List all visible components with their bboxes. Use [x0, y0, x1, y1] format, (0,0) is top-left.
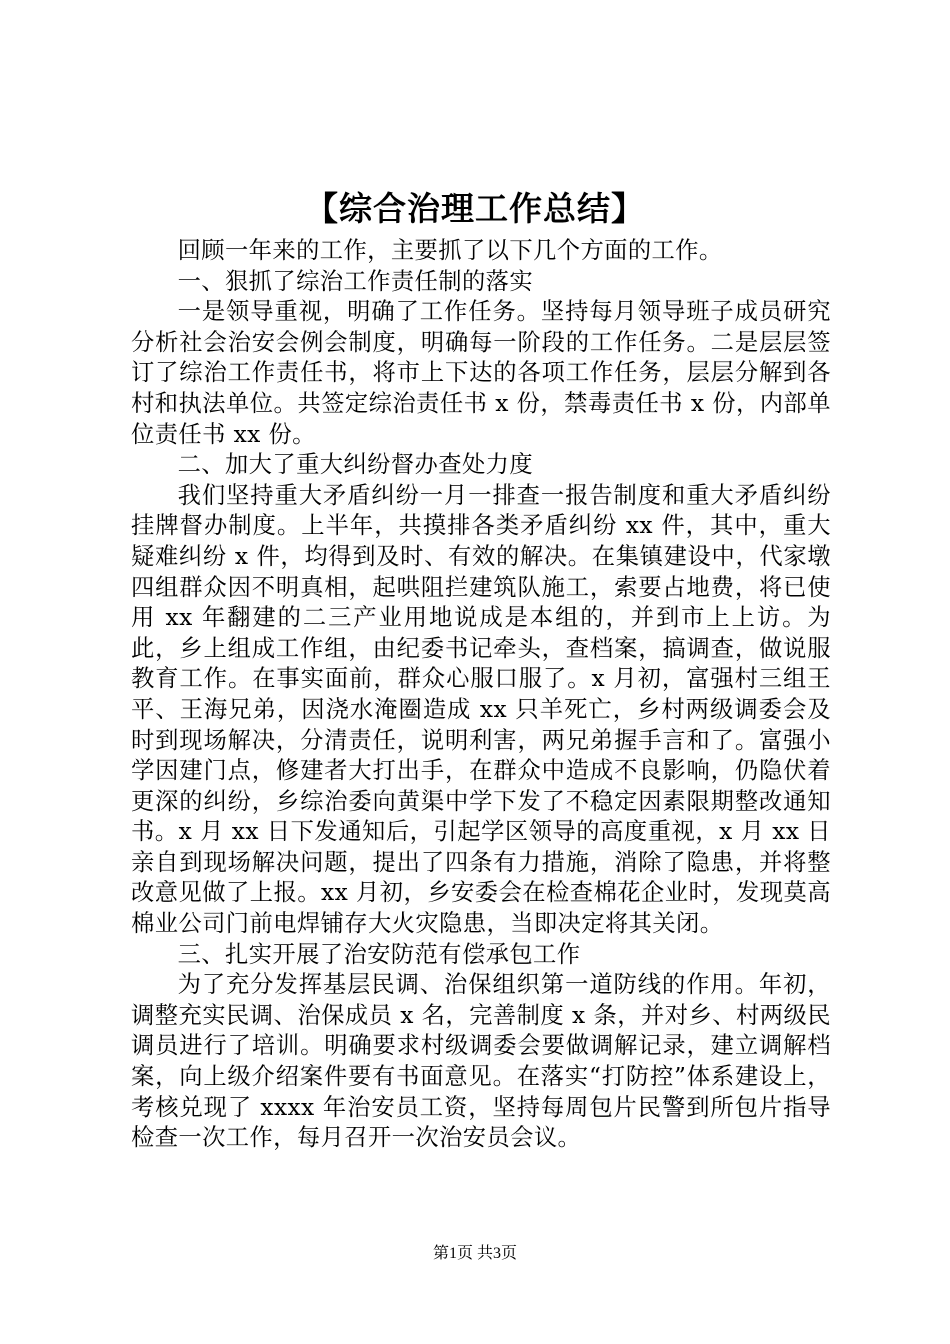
section-heading-2: 二、加大了重大纠纷督办查处力度 [177, 451, 534, 479]
section-heading-1: 一、狠抓了综治工作责任制的落实 [177, 267, 534, 295]
section-2-paragraph: 我们坚持重大矛盾纠纷一月一排查一报告制度和重大矛盾纠纷挂牌督办制度。上半年，共摸排各类矛盾纠纷 xx 件，其中，重大疑难纠纷 x 件，均得到及时、有效的解决。在集镇建设中，代家墩四组群众因不明真相，起哄阻拦建筑队施工，索要占地费，将已使用 xx 年翻建的二三产业用地说成是本组的，并到市上上访。为此，乡上组成工作组，由纪委书记牵头，查档案，搞调查，做说服教育工作。在事实面前，群众心服口服了。x 月初，富强村三组王平、王海兄弟，因浇水淹圈造成 xx 只羊死亡，乡村两级调委会及时到现场解决，分清责任，说明利害，两兄弟握手言和了。富强小学因建门点，修建者大打出手，在群众中造成不良影响，仍隐伏着更深的纠纷，乡综治委向黄渠中学下发了不稳定因素限期整改通知书。x 月 xx 日下发通知后，引起学区领导的高度重视，x 月 xx 日亲自到现场解决问题，提出了四条有力措施，消除了隐患，并将整改意见做了上报。xx 月初，乡安委会在检查棉花企业时，发现莫高棉业公司门前电焊铺存大火灾隐患，当即决定将其关闭。 [131, 481, 831, 938]
document-title: 【综合治理工作总结】 [305, 189, 645, 228]
section-heading-3: 三、扎实开展了治安防范有偿承包工作 [177, 940, 581, 968]
page-footer: 第1页 共3页 [432, 1245, 517, 1262]
section-3-paragraph: 为了充分发挥基层民调、治保组织第一道防线的作用。年初，调整充实民调、治保成员 x 名，完善制度 x 条，并对乡、村两级民调员进行了培训。明确要求村级调委会要做调解记录，建立调解档案，向上级介绍案件要有书面意见。在落实“打防控”体系建设上，考核兑现了 xxxx 年治安员工资，坚持每周包片民警到所包片指导检查一次工作，每月召开一次治安员会议。 [131, 971, 831, 1152]
section-1-paragraph: 一是领导重视，明确了工作任务。坚持每月领导班子成员研究分析社会治安会例会制度，明确每一阶段的工作任务。二是层层签订了综治工作责任书，将市上下达的各项工作任务，层层分解到各村和执法单位。共签定综治责任书 x 份，禁毒责任书 x 份，内部单位责任书 xx 份。 [131, 298, 831, 448]
document-body [131, 236, 831, 1154]
intro-paragraph: 回顾一年来的工作，主要抓了以下几个方面的工作。 [177, 237, 723, 264]
